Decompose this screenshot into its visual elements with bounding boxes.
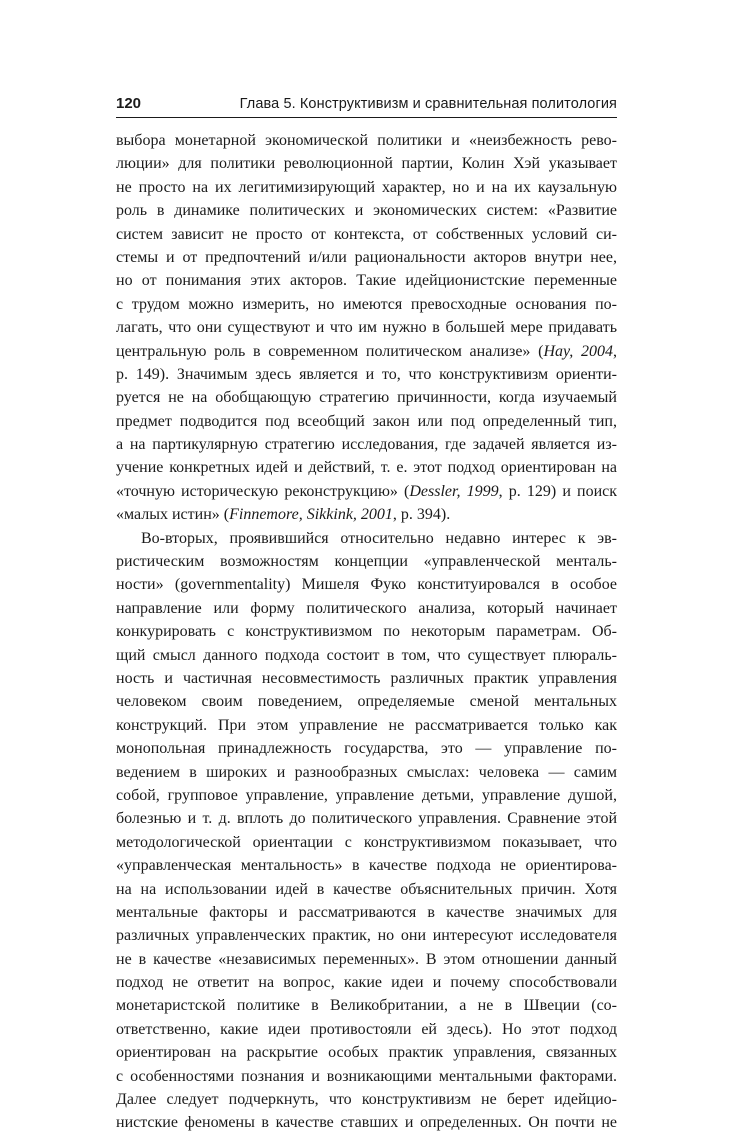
text-line: щий смысл данного подхода состоит в том, что существует плюраль-: [116, 646, 617, 664]
text-line-with-citation: «малых истин» (Finnemore, Sikkink, 2001, p. 394).: [116, 506, 451, 524]
text-line: руется не на обобщающую стратегию причинности, когда изучаемый: [116, 389, 617, 407]
text-line: ответственно, какие идеи противостояли ей здесь). Но этот подход: [116, 1020, 617, 1038]
text-line: систем зависит не просто от контекста, от собственных условий си-: [116, 225, 617, 243]
text-line: выбора монетарной экономической политики и «неизбежность рево-: [116, 132, 617, 149]
text-line: не просто на их легитимизирующий характер, но и на их каузальную: [116, 178, 617, 196]
citation-reference: Dessler, 1999: [409, 482, 499, 500]
text-line: ность и частичная несовместимость различных практик управления: [116, 669, 617, 687]
text-line: с трудом можно измерить, но имеются превосходные основания по-: [116, 295, 617, 313]
text-line: но от понимания этих акторов. Такие идейционистские переменные: [116, 272, 617, 290]
text-line-with-citation: «точную историческую реконструкцию» (Dessler, 1999, p. 129) и поиск: [116, 482, 617, 500]
citation-reference: Finnemore, Sikkink, 2001: [229, 506, 393, 524]
text-line: роль в динамике политических и экономических систем: «Развитие: [116, 202, 617, 220]
header-rule: [116, 117, 617, 118]
text-line: «управленческая ментальность» в качестве подхода не ориентирова-: [116, 857, 617, 875]
page-header: [116, 95, 617, 117]
paragraph-first-line: Во-вторых, проявившийся относительно недавно интерес к эв-: [141, 529, 617, 547]
page-number: 120: [116, 95, 142, 112]
text-line: не в качестве «независимых переменных». В этом отношении данный: [116, 950, 617, 968]
text-line: ности» (governmentality) Мишеля Фуко конституировался в особое: [116, 576, 617, 594]
text-line: лагать, что они существуют и что им нужно в большей мере придавать: [116, 319, 617, 337]
text-line: Далее следует подчеркнуть, что конструктивизм не берет идейцио-: [116, 1091, 617, 1109]
text-line: нистские феномены в качестве ставших и определенных. Он почти не: [116, 1114, 617, 1132]
text-line: учение конкретных идей и действий, т. е. этот подход ориентирован на: [116, 459, 617, 477]
text-line: p. 149). Значимым здесь является и то, что конструктивизм ориенти-: [116, 365, 617, 383]
text-line: а на партикулярную стратегию исследования, где задачей является из-: [116, 436, 617, 454]
text-line: подход не ответит на вопрос, какие идеи и почему способствовали: [116, 974, 617, 992]
text-line: люции» для политики революционной партии, Колин Хэй указывает: [116, 155, 617, 173]
text-line: направление или форму политического анализа, который начинает: [116, 599, 617, 617]
text-line: предмет подводится под всеобщий закон или под определенный тип,: [116, 412, 617, 430]
text-line: ристическим возможностям концепции «управленческой менталь-: [116, 553, 617, 571]
text-line: человеком своим поведением, определяемые сменой ментальных: [116, 693, 617, 711]
text-line: конкурировать с конструктивизмом по некоторым параметрам. Об-: [116, 623, 617, 641]
text-line: на на использовании идей в качестве объяснительных причин. Хотя: [116, 880, 617, 898]
text-line: с особенностями познания и возникающими ментальными факторами.: [116, 1067, 617, 1085]
text-line: монетаристской политике в Великобритании, а не в Швеции (со-: [116, 997, 617, 1015]
text-line: ведением в широких и разнообразных смыслах: человека — самим: [116, 763, 617, 781]
text-line: ориентирован на раскрытие особых практик управления, связанных: [116, 1044, 617, 1062]
text-line: стемы и от предпочтений и/или рациональности акторов внутри нее,: [116, 248, 617, 266]
body-text: [116, 129, 617, 1135]
text-line: конструкций. При этом управление не рассматривается только как: [116, 716, 617, 734]
text-line: болезнью и т. д. вплоть до политического управления. Сравнение этой: [116, 810, 617, 828]
running-head: Глава 5. Конструктивизм и сравнительная политология: [239, 96, 617, 112]
text-line-with-citation: центральную роль в современном политическом анализе» (Hay, 2004,: [116, 342, 617, 360]
text-line: монопольная принадлежность государства, это — управление по-: [116, 740, 617, 758]
text-line: ментальные факторы и рассматриваются в качестве значимых для: [116, 903, 617, 921]
text-line: методологической ориентации с конструктивизмом показывает, что: [116, 833, 617, 851]
citation-reference: Hay, 2004: [543, 342, 614, 360]
text-line: различных управленческих практик, но они интересуют исследователя: [116, 927, 617, 945]
text-line: собой, групповое управление, управление детьми, управление душой,: [116, 786, 617, 804]
